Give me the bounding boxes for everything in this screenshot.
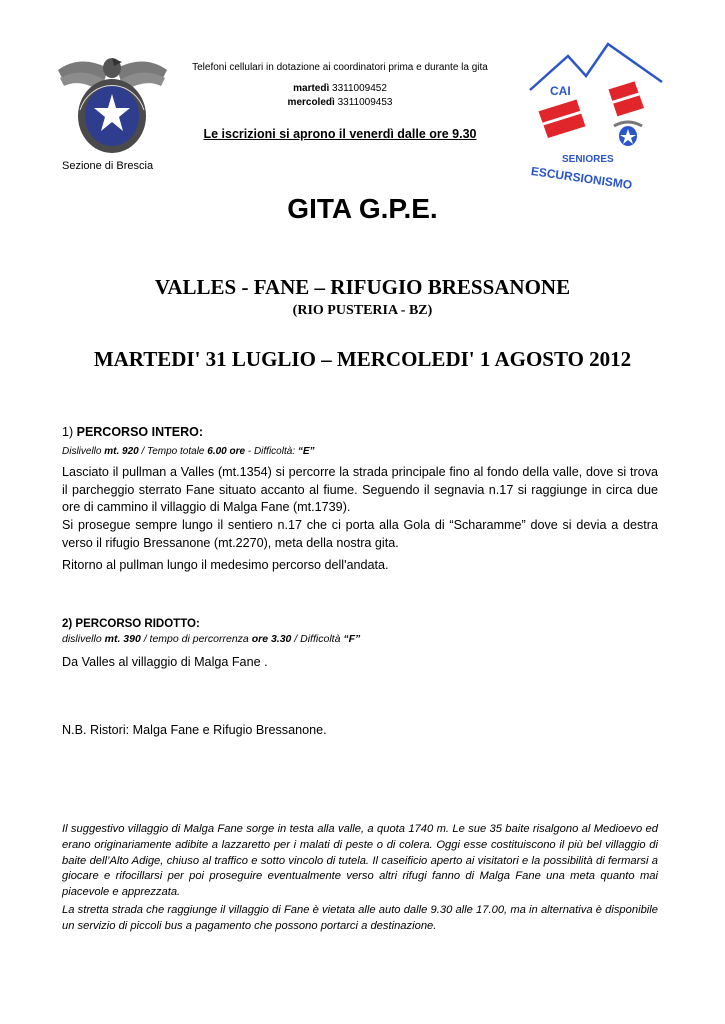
trip-route: VALLES - FANE – RIFUGIO BRESSANONE — [154, 275, 571, 299]
route2-difficolta: “F” — [343, 633, 361, 645]
route1-sep2: - Difficoltà: — [245, 446, 296, 457]
phone-number-2: 3311009453 — [337, 97, 393, 108]
phone-day-2: mercoledì — [287, 97, 335, 108]
route1-tempo: 6.00 ore — [207, 446, 246, 457]
section-label: Sezione di Brescia — [62, 160, 154, 172]
route1-paragraph-3: Ritorno al pullman lungo il medesimo percorso dell'andata. — [62, 558, 389, 572]
route2-text: Da Valles al villaggio di Malga Fane . — [62, 655, 268, 669]
phone-line-2 — [200, 96, 480, 109]
footer-paragraph-2: La stretta strada che raggiunge il villaggio di Fane è vietata alle auto dalle 9.30 alle 17.00, ma in alternativa è disponibile un servizio di piccoli bus a pagamento che possono portarci a destinazione. — [62, 904, 658, 932]
phone-day-1: martedì — [293, 83, 330, 94]
route2-dislivello: mt. 390 — [104, 633, 141, 645]
footer-paragraph-1: Il suggestivo villaggio di Malga Fane sorge in testa alla valle, a quota 1740 m. Le sue 35 baite risalgono al Medioevo ed erano originariamente adibite a lazzaretto per i malati di peste o di colera. Oggi esse costituiscono il più bel villaggio di baite dell’Alto Adige, chiuso al traffico e sotto vincolo di tutela. Il caseificio aperto ai visitatori e la possibilità di fermarsi a giocare e rifocillarsi per poi proseguire eventualmente verso altri rifugi fanno di Malga Fane una meta quanto mai piacevole e apprezzata. — [62, 823, 658, 899]
phones-note: Telefoni cellulari in dotazione ai coordinatori prima e durante la gita — [192, 62, 488, 73]
route2-tempo: ore 3.30 — [251, 633, 292, 645]
cai-brescia-logo — [50, 48, 175, 158]
route2-heading: 2) PERCORSO RIDOTTO: — [62, 618, 200, 630]
trip-dates: MARTEDI' 31 LUGLIO – MERCOLEDI' 1 AGOSTO 2012 — [93, 347, 632, 371]
trip-area: (RIO PUSTERIA - BZ) — [292, 303, 433, 318]
logo-escursionismo-text: ESCURSIONISMO — [530, 164, 634, 193]
route1-heading — [62, 424, 203, 440]
route1-paragraph-2: Si prosegue sempre lungo il sentiero n.17 che ci porta alla Gola di “Scharamme” dove si devia a destra verso il rifugio Bressanone (mt.2270), meta della nostra gita. — [62, 518, 658, 550]
page-title: GITA G.P.E. — [287, 193, 438, 224]
nb-note: N.B. Ristori: Malga Fane e Rifugio Bressanone. — [62, 723, 327, 737]
route1-title: PERCORSO INTERO: — [76, 425, 204, 439]
route1-detail — [62, 445, 315, 459]
seniores-escursionismo-logo — [516, 38, 666, 193]
route2-sep2: / Difficoltà — [291, 633, 341, 645]
route2-sep1: / tempo di percorrenza — [140, 633, 249, 645]
logo-cai-text: CAI — [550, 84, 571, 98]
route1-difficolta: “E” — [297, 446, 315, 457]
route2-dislivello-label: dislivello — [62, 633, 102, 645]
logo-seniores-text: SENIORES — [562, 154, 614, 165]
route1-number: 1) — [62, 425, 74, 439]
route1-dislivello-label: Dislivello — [62, 446, 102, 457]
registration-note: Le iscrizioni si aprono il venerdì dalle ore 9.30 — [203, 127, 477, 141]
route1-dislivello: mt. 920 — [104, 446, 139, 457]
route1-paragraph-1: Lasciato il pullman a Valles (mt.1354) si percorre la strada principale fino al fondo della valle, dove si trova il parcheggio sterrato Fane situato accanto al fiume. Seguendo il segnavia n.17 si raggiunge in circa due ore di cammino il villaggio di Malga Fane (mt.1739). — [62, 465, 658, 514]
route2-detail — [62, 632, 360, 646]
phone-number-1: 3311009452 — [332, 83, 387, 94]
route1-sep1: / Tempo totale — [138, 446, 205, 457]
phone-line-1 — [200, 82, 480, 95]
eagle-emblem-icon — [50, 48, 175, 158]
